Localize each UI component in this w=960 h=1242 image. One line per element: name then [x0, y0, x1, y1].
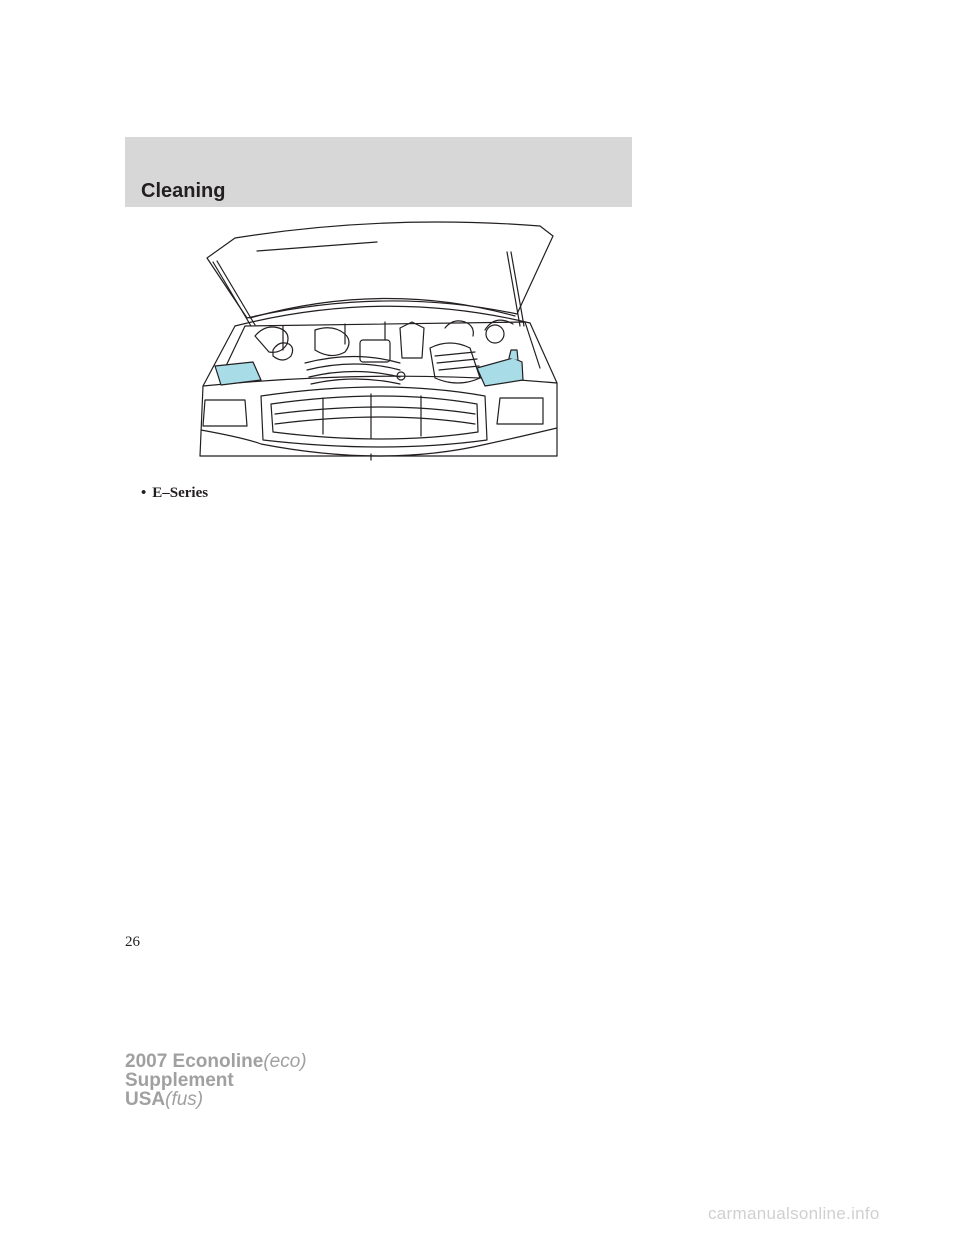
- page-number: 26: [125, 934, 140, 950]
- bumper: [201, 428, 557, 456]
- reservoir-highlight-right: [477, 358, 523, 386]
- watermark: carmanualsonline.info: [708, 1204, 880, 1223]
- footer-line-3: [125, 1090, 307, 1109]
- bullet-glyph: •: [141, 485, 147, 501]
- engine-components: [255, 320, 513, 384]
- footer-line-2: [125, 1071, 307, 1090]
- footer-document-id: [125, 1052, 307, 1109]
- footer-line-1: [125, 1052, 307, 1071]
- footer-market: USA: [125, 1089, 166, 1110]
- body-outline: [200, 326, 235, 456]
- headlight-right: [497, 398, 543, 424]
- section-title: Cleaning: [141, 180, 226, 202]
- section-header: [125, 137, 632, 207]
- footer-market-code: (fus): [165, 1089, 204, 1110]
- engine-compartment-illustration: [195, 218, 570, 468]
- headlight-left: [203, 400, 247, 426]
- footer-supplement: Supplement: [125, 1070, 234, 1091]
- footer-model-code: (eco): [263, 1051, 307, 1072]
- hood-outline: [207, 222, 553, 318]
- footer-model: 2007 Econoline: [125, 1051, 264, 1072]
- bullet-label: E–Series: [152, 485, 209, 501]
- bullet-item-e-series: [141, 486, 208, 501]
